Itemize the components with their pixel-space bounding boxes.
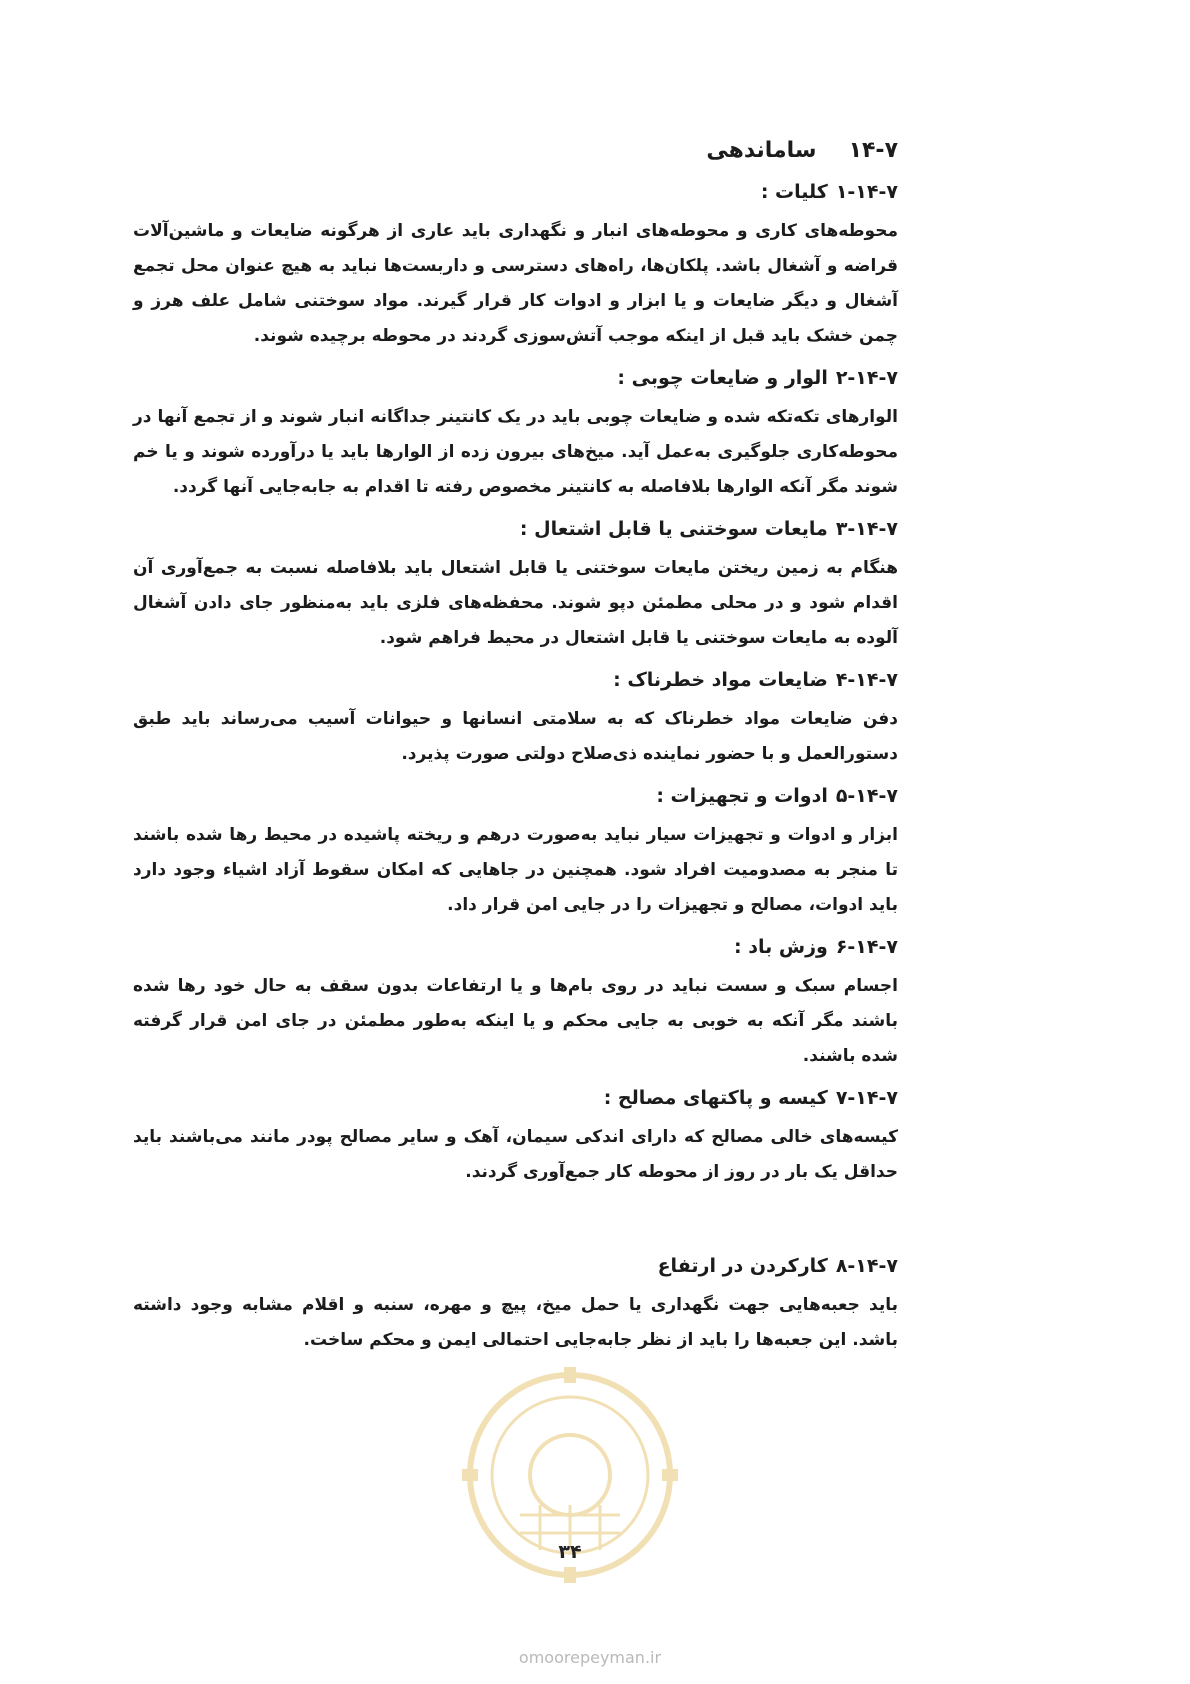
- paragraph-timber: الوارهای تکه‌تکه شده و ضایعات چوبی باید در یک کانتینر جداگانه انبار شوند و از تجمع آنها در محوطه‌کاری جلوگیری به‌عمل آید. میخ‌های بیرون زده از الوارها باید یا درآورده شوند و یا خم شوند مگر آنکه الوارها بلافاصله به کانتینر مخصوص رفته تا اقدام به جابه‌جایی آنها گردد.: [133, 407, 898, 497]
- page-number: ۳۴: [558, 1541, 582, 1563]
- subsection-title-tools-equipment: [133, 782, 898, 810]
- subsection-number: ۴-۱۴-۷: [835, 669, 898, 691]
- subsection-number: ۳-۱۴-۷: [835, 518, 898, 540]
- paragraph-flammable-liquids: هنگام به زمین ریختن مایعات سوختنی یا قابل اشتعال باید بلافاصله نسبت به جمع‌آوری آن اقدام شود و در محلی مطمئن دپو شوند. محفظه‌های فلزی باید به‌منظور جای دادن آشغال آلوده به مایعات سوختنی یا قابل اشتعال در محیط فراهم شود.: [133, 558, 898, 648]
- footer-url: omoorepeyman.ir: [518, 1648, 662, 1667]
- subsection-title: مایعات سوختنی یا قابل اشتعال :: [519, 518, 828, 540]
- paragraph-wind: اجسام سبک و سست نباید در روی بام‌ها و یا ارتفاعات بدون سقف به حال خود رها شده باشند مگر آنکه به خوبی به جایی محکم و یا اینکه به‌طور مطمئن در جای امن قرار گرفته شده باشند.: [133, 976, 898, 1066]
- subsection-number: ۶-۱۴-۷: [835, 936, 898, 958]
- subsection-title-general: [133, 178, 898, 206]
- subsection-title-wind: [133, 933, 898, 961]
- subsection-title-working-at-height: [133, 1252, 898, 1280]
- paragraph-hazardous-waste: دفن ضایعات مواد خطرناک که به سلامتی انسانها و حیوانات آسیب می‌رساند باید طبق دستورالعمل و با حضور نماینده ذی‌صلاح دولتی صورت پذیرد.: [133, 709, 898, 764]
- subsection-title-material-bags: [133, 1084, 898, 1112]
- paragraph-general: محوطه‌های کاری و محوطه‌های انبار و نگهداری باید عاری از هرگونه ضایعات و ماشین‌آلات قراضه و آشغال باشد. پلکان‌ها، راه‌های دسترسی و داربست‌ها نباید به هیچ عنوان محل تجمع آشغال و دیگر ضایعات و یا ابزار و ادوات کار قرار گیرند. مواد سوختنی شامل علف هرز و چمن خشک باید قبل از اینکه موجب آتش‌سوزی گردند در محوطه برچیده شوند.: [133, 221, 898, 346]
- subsection-number: ۱-۱۴-۷: [835, 181, 898, 203]
- subsection-title: ادوات و تجهیزات :: [656, 785, 828, 807]
- spacer: [133, 1200, 898, 1252]
- section-heading: [133, 136, 898, 166]
- section-heading-title: ساماندهی: [706, 138, 817, 163]
- paragraph-material-bags: کیسه‌های خالی مصالح که دارای اندکی سیمان، آهک و سایر مصالح پودر مانند می‌باشند باید حداقل یک بار در روز از محوطه کار جمع‌آوری گردند.: [133, 1127, 898, 1182]
- subsection-title: کلیات :: [760, 181, 828, 203]
- subsection-title-flammable-liquids: [133, 515, 898, 543]
- subsection-title: کارکردن در ارتفاع: [657, 1255, 828, 1277]
- subsection-title: الوار و ضایعات چوبی :: [617, 367, 828, 389]
- document-body: [133, 136, 898, 1368]
- subsection-title-hazardous-waste: [133, 666, 898, 694]
- paragraph-tools-equipment: ابزار و ادوات و تجهیزات سیار نباید به‌صورت درهم و ریخته پاشیده در محیط رها شده باشند تا منجر به مصدومیت افراد شود. همچنین در جاهایی که امکان سقوط آزاد اشیاء وجود دارد باید ادوات، مصالح و تجهیزات را در جایی امن قرار داد.: [133, 825, 898, 915]
- subsection-title: وزش باد :: [734, 936, 828, 958]
- subsection-number: ۷-۱۴-۷: [835, 1087, 898, 1109]
- subsection-title: ضایعات مواد خطرناک :: [613, 669, 828, 691]
- subsection-number: ۵-۱۴-۷: [835, 785, 898, 807]
- subsection-number: ۸-۱۴-۷: [835, 1255, 898, 1277]
- section-heading-number: ۱۴-۷: [848, 138, 898, 163]
- subsection-title: کیسه و پاکتهای مصالح :: [603, 1087, 828, 1109]
- subsection-number: ۲-۱۴-۷: [835, 367, 898, 389]
- paragraph-working-at-height: باید جعبه‌هایی جهت نگهداری یا حمل میخ، پیچ و مهره، سنبه و اقلام مشابه وجود داشته باشد. این جعبه‌ها را باید از نظر جابه‌جایی احتمالی ایمن و محکم ساخت.: [133, 1295, 898, 1350]
- subsection-title-timber: [133, 364, 898, 392]
